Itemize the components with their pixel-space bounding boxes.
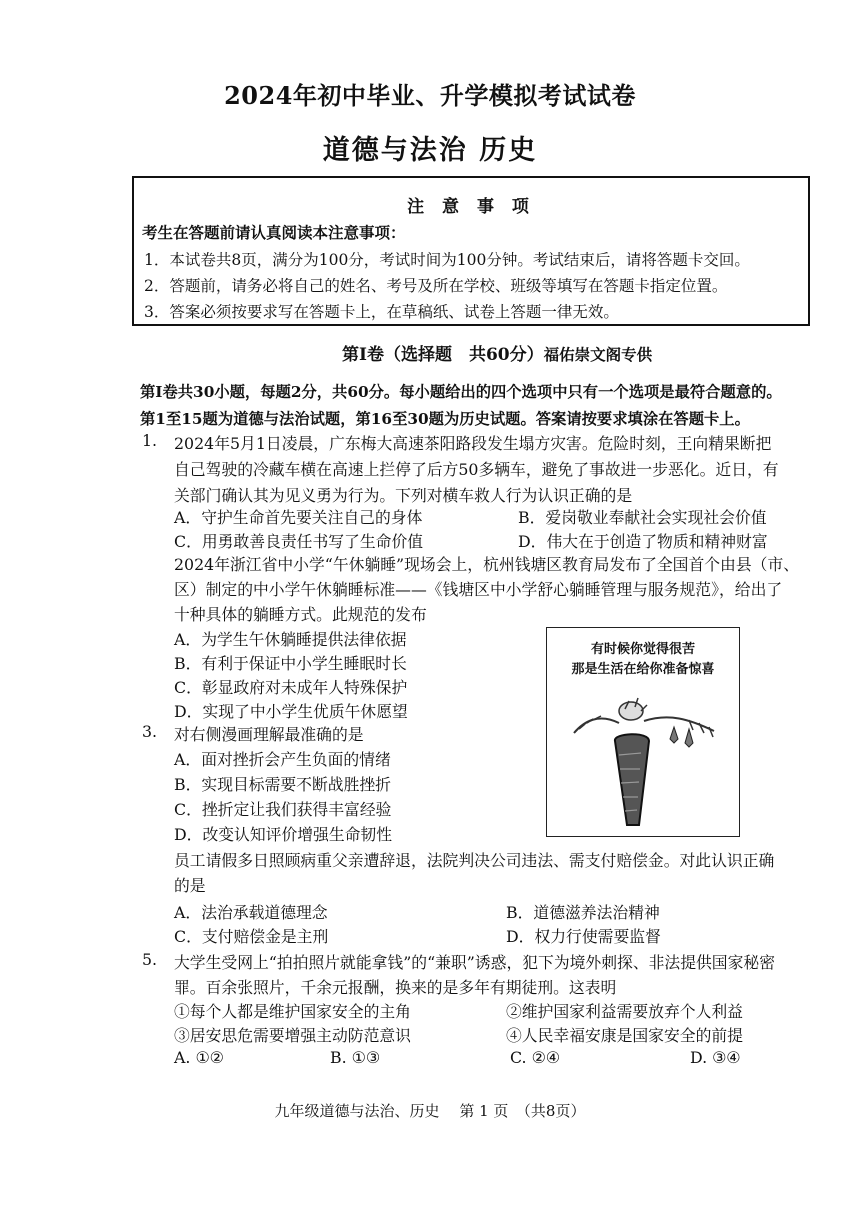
section-header — [342, 340, 652, 365]
option-a: A．法治承载道德理念 — [174, 903, 328, 922]
notice-heading: 注 意 事 项 — [407, 197, 535, 217]
option-c: C. ②④ — [510, 1048, 560, 1067]
section-instruction: 第Ⅰ卷共30小题，每题2分，共60分。每小题给出的四个选项中只有一个选项是最符合题意的。 — [140, 383, 782, 401]
option-d: D．改变认知评价增强生命韧性 — [174, 825, 393, 844]
question-number: 3. — [142, 722, 158, 741]
option-c: C．彰显政府对未成年人特殊保护 — [174, 678, 408, 697]
option-b: B．有利于保证中小学生睡眠时长 — [174, 654, 407, 673]
notice-intro: 考生在答题前请认真阅读本注意事项： — [142, 223, 406, 242]
section-title: 第Ⅰ卷（选择题 共60分） — [342, 345, 544, 365]
question-text: 自己驾驶的冷藏车横在高速上拦停了后方50多辆车，避免了事故进一步恶化。近日，有 — [174, 460, 779, 479]
option-d: D．伟大在于创造了物质和精神财富 — [518, 532, 768, 551]
option-b: B．道德滋养法治精神 — [506, 903, 660, 922]
option-b: B．实现目标需要不断战胜挫折 — [174, 775, 391, 794]
question-text: 对右侧漫画理解最准确的是 — [174, 725, 364, 744]
option-a: A．面对挫折会产生负面的情绪 — [174, 750, 391, 769]
option-c: C．挫折定让我们获得丰富经验 — [174, 800, 392, 819]
notice-item: 1．本试卷共8页，满分为100分，考试时间为100分钟。考试结束后，请将答题卡交回。 — [144, 251, 750, 269]
question-text: 罪。百余张照片，千余元报酬，换来的是多年有期徒刑。这表明 — [174, 978, 617, 997]
question-text: 大学生受网上“拍拍照片就能拿钱”的“兼职”诱惑，犯下为境外刺探、非法提供国家秘密 — [174, 953, 775, 972]
option-a: A．为学生午休躺睡提供法律依据 — [174, 630, 407, 649]
cartoon-image — [546, 627, 740, 837]
option-d: D. ③④ — [690, 1048, 741, 1067]
question-text: 关部门确认其为见义勇为行为。下列对横车救人行为认识正确的是 — [174, 486, 633, 505]
option-b: B．爱岗敬业奉献社会实现社会价值 — [518, 508, 767, 527]
statement: ③居安思危需要增强主动防范意识 — [174, 1026, 411, 1045]
option-d: D．权力行使需要监督 — [506, 927, 661, 946]
option-a: A．守护生命首先要关注自己的身体 — [174, 508, 423, 527]
question-text: 员工请假多日照顾病重父亲遭辞退，法院判决公司违法、需支付赔偿金。对此认识正确 — [174, 851, 775, 870]
option-a: A. ①② — [174, 1048, 224, 1067]
option-b: B. ①③ — [330, 1048, 380, 1067]
notice-item: 3．答案必须按要求写在答题卡上，在草稿纸、试卷上答题一律无效。 — [144, 303, 619, 321]
exam-title: 2024年初中毕业、升学模拟考试试卷 — [224, 81, 636, 110]
cartoon-caption: 有时候你觉得很苦 — [590, 642, 695, 657]
statement: ①每个人都是维护国家安全的主角 — [174, 1002, 411, 1021]
question-number: 1. — [142, 431, 158, 450]
page-footer: 九年级道德与法治、历史 第 1 页 （共8页） — [274, 1102, 586, 1120]
section-instruction: 第1至15题为道德与法治试题，第16至30题为历史试题。答案请按要求填涂在答题卡上。 — [140, 410, 750, 428]
section-tail: 福佑崇文阁专供 — [543, 345, 653, 364]
question-text: 2024年浙江省中小学“午休躺睡”现场会上，杭州钱塘区教育局发布了全国首个由县（市、 — [174, 555, 800, 574]
option-c: C．支付赔偿金是主刑 — [174, 927, 329, 946]
option-c: C．用勇敢善良责任书写了生命价值 — [174, 532, 424, 551]
option-d: D．实现了中小学生优质午休愿望 — [174, 702, 408, 721]
question-text: 十种具体的躺睡方式。此规范的发布 — [174, 605, 427, 624]
question-text: 区）制定的中小学午休躺睡标准——《钱塘区中小学舒心躺睡管理与服务规范》，给出了 — [174, 580, 783, 599]
question-number: 5. — [142, 950, 158, 969]
question-text: 2024年5月1日凌晨，广东梅大高速茶阳路段发生塌方灾害。危险时刻，王向精果断把 — [174, 434, 772, 453]
notice-item: 2．答题前，请务必将自己的姓名、考号及所在学校、班级等填写在答题卡指定位置。 — [144, 277, 728, 295]
exam-subject: 道德与法治 历史 — [322, 135, 538, 166]
statement: ②维护国家利益需要放弃个人利益 — [506, 1002, 743, 1021]
notice-box — [132, 176, 810, 326]
cartoon-caption: 那是生活在给你准备惊喜 — [571, 662, 715, 677]
question-text: 的是 — [174, 876, 206, 895]
carrot-drawing — [549, 683, 739, 833]
statement: ④人民幸福安康是国家安全的前提 — [506, 1026, 743, 1045]
